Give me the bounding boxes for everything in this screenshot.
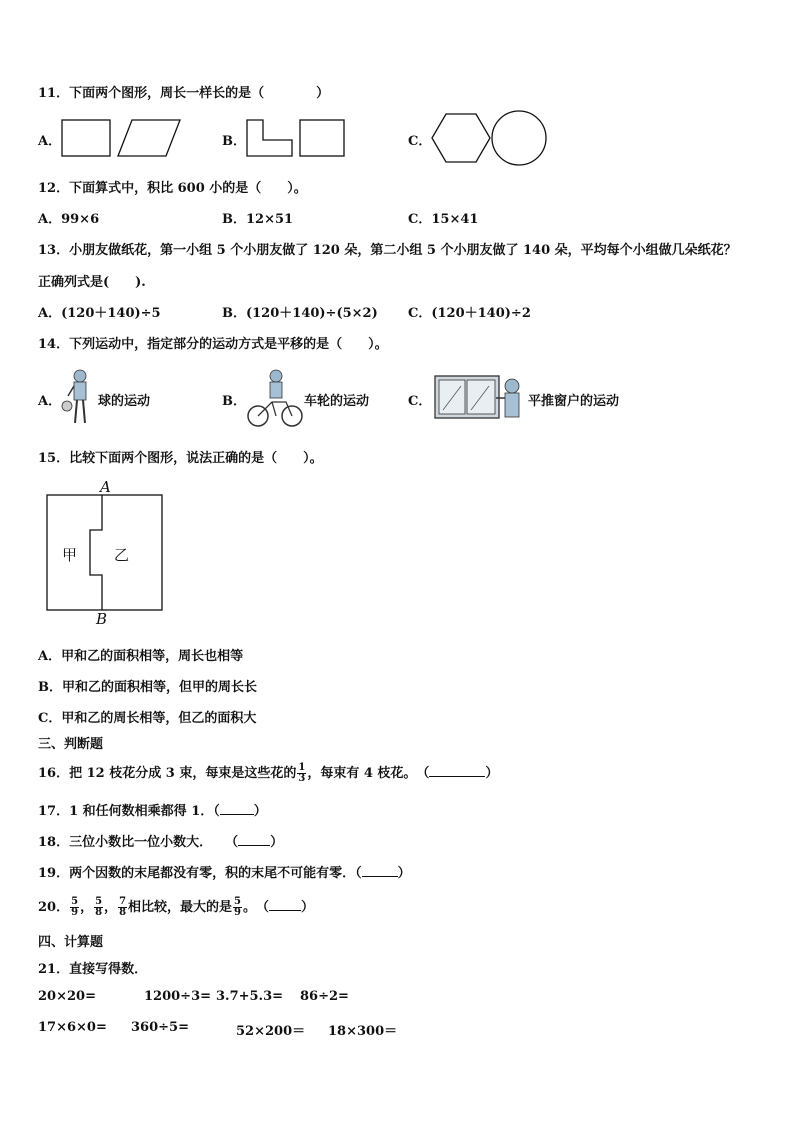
q21-row2-item-3: 52×200＝ bbox=[236, 1024, 306, 1039]
q14-option-c-text: 平推窗户的运动 bbox=[528, 394, 620, 409]
q16-fraction: $\frac{1}{3}$ bbox=[298, 762, 306, 784]
q20-fraction-3: $\frac{7}{8}$ bbox=[119, 896, 127, 918]
q20-answer-blank[interactable] bbox=[269, 910, 301, 911]
q11-option-b-label: B． bbox=[222, 134, 246, 149]
q15-option-a: A．甲和乙的面积相等，周长也相等 bbox=[38, 649, 244, 664]
figure-label-jia: 甲 bbox=[62, 546, 78, 564]
q11-option-c-label: C． bbox=[408, 134, 432, 149]
q21-row1-item-2: 1200÷3= bbox=[144, 989, 212, 1004]
q12-option-c: C．15×41 bbox=[408, 212, 479, 227]
q17-text: 17．1 和任何数相乘都得 1．（ bbox=[38, 804, 220, 819]
q18-answer-blank[interactable] bbox=[238, 845, 270, 846]
q12-option-b: B．12×51 bbox=[222, 212, 294, 227]
child-bicycle-illustration bbox=[246, 368, 304, 432]
q21-row2-item-2: 360÷5= bbox=[131, 1020, 189, 1035]
q21-row1-item-4: 86÷2= bbox=[300, 989, 349, 1004]
q15-option-c: C．甲和乙的周长相等，但乙的面积大 bbox=[38, 711, 257, 726]
figure-label-a: A bbox=[100, 478, 111, 496]
q12-stem: 12．下面算式中，积比 600 小的是（ ）。 bbox=[38, 181, 307, 196]
q21-row1-item-1: 20×20= bbox=[38, 989, 96, 1004]
q15-stem: 15．比较下面两个图形，说法正确的是（ ）。 bbox=[38, 451, 323, 466]
q13-option-c: C．(120＋140)÷2 bbox=[408, 306, 531, 321]
child-ball-illustration bbox=[60, 368, 96, 430]
q19: 19．两个因数的末尾都没有零，积的末尾不可能有零．（ ） bbox=[38, 866, 411, 881]
q16-pre: 16．把 12 枝花分成 3 束，每束是这些花的 bbox=[38, 766, 297, 781]
q21-row1-item-3: 3.7+5.3= bbox=[216, 989, 284, 1004]
q17-answer-blank[interactable] bbox=[220, 814, 254, 815]
q19-text: 19．两个因数的末尾都没有零，积的末尾不可能有零．（ bbox=[38, 866, 362, 881]
section-3-heading: 三、判断题 bbox=[38, 737, 104, 752]
q11-figure-c bbox=[430, 110, 550, 168]
q14-option-c-label: C． bbox=[408, 394, 432, 409]
q16-post: ，每束有 4 枝花。 （ bbox=[307, 766, 430, 781]
q16: 16．把 12 枝花分成 3 束，每束是这些花的 $\frac{1}{3}$ ，每束有 4 枝花。 （ ） bbox=[38, 762, 499, 784]
q21-row2-item-4: 18×300＝ bbox=[328, 1024, 398, 1039]
q11-figure-a bbox=[60, 118, 185, 160]
q21-row2-item-1: 17×6×0= bbox=[38, 1020, 107, 1035]
q13-stem-line1: 13．小朋友做纸花，第一小组 5 个小朋友做了 120 朵，第二小组 5 个小朋友做了 140 朵，平均每个小组做几朵纸花？ bbox=[38, 243, 737, 258]
q13-option-a: A．(120＋140)÷5 bbox=[38, 306, 161, 321]
q20-answer-fraction: $\frac{5}{9}$ bbox=[234, 896, 242, 918]
q19-answer-blank[interactable] bbox=[362, 876, 398, 877]
q20: 20． $\frac{5}{9}$ ， $\frac{5}{8}$ ， $\frac{7}{8}$ 相比较，最大的是 $\frac{5}{9}$ 。 （ ） bbox=[38, 896, 315, 918]
q20-fraction-2: $\frac{5}{8}$ bbox=[95, 896, 103, 918]
q14-stem: 14．下列运动中，指定部分的运动方式是平移的是（ ）。 bbox=[38, 337, 388, 352]
section-4-heading: 四、计算题 bbox=[38, 935, 104, 950]
q18: 18．三位小数比一位小数大． （ ） bbox=[38, 835, 284, 850]
q21-stem: 21．直接写得数． bbox=[38, 962, 148, 977]
q13-stem-line2: 正确列式是( ). bbox=[38, 275, 146, 290]
q14-option-b-text: 车轮的运动 bbox=[304, 394, 370, 409]
q18-text: 18．三位小数比一位小数大． （ bbox=[38, 835, 239, 850]
q20-fraction-1: $\frac{5}{9}$ bbox=[71, 896, 79, 918]
q13-option-b: B．(120＋140)÷(5×2) bbox=[222, 306, 378, 321]
figure-label-yi: 乙 bbox=[114, 546, 130, 564]
q14-option-b-label: B． bbox=[222, 394, 246, 409]
q11-figure-b bbox=[244, 118, 349, 160]
q17: 17．1 和任何数相乘都得 1．（ ） bbox=[38, 804, 267, 819]
q12-option-a: A．99×6 bbox=[38, 212, 100, 227]
q14-option-a-label: A． bbox=[38, 394, 62, 409]
window-pushing-illustration bbox=[434, 374, 526, 420]
q11-option-a-label: A． bbox=[38, 134, 62, 149]
figure-label-b: B bbox=[96, 610, 108, 628]
q11-stem: 11．下面两个图形，周长一样长的是（ ） bbox=[38, 86, 330, 101]
q16-answer-blank[interactable] bbox=[429, 776, 485, 777]
q15-option-b: B．甲和乙的面积相等，但甲的周长长 bbox=[38, 680, 257, 695]
q14-option-a-text: 球的运动 bbox=[98, 394, 151, 409]
